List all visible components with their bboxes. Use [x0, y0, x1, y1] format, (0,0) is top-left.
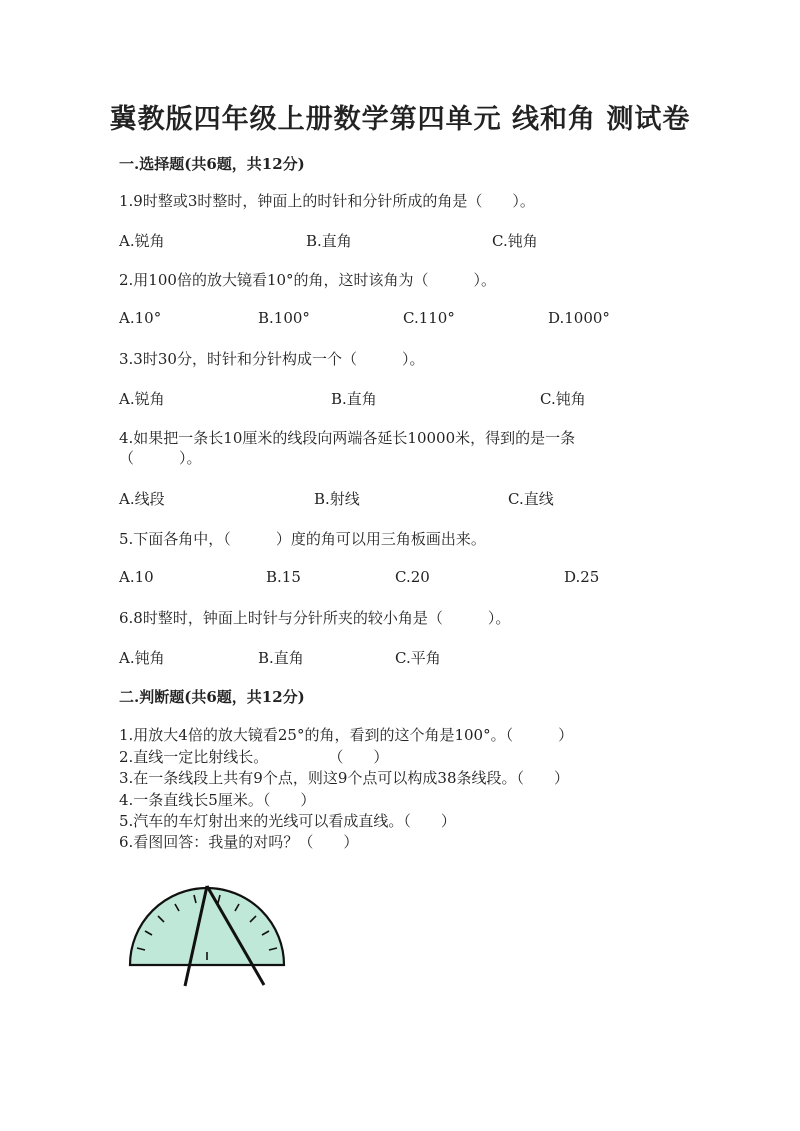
- question-4: 4.如果把一条长10厘米的线段向两端各延长10000米，得到的是一条: [119, 429, 576, 447]
- q4-option-c: C.直线: [508, 490, 554, 508]
- q6-option-a: A.钝角: [119, 649, 165, 667]
- q5-option-d: D.25: [564, 568, 600, 586]
- q2-option-b: B.100°: [258, 309, 310, 327]
- page-title: 冀教版四年级上册数学第四单元 线和角 测试卷: [109, 104, 691, 135]
- protractor-figure: [125, 880, 290, 990]
- q5-option-c: C.20: [395, 568, 430, 586]
- q3-option-a: A.锐角: [119, 390, 165, 408]
- question-6: 6.8时整时，钟面上时针与分针所夹的较小角是（ ）。: [119, 609, 511, 627]
- judgement-4: 4.一条直线长5厘米。（ ）: [119, 791, 316, 809]
- q2-option-d: D.1000°: [548, 309, 610, 327]
- judgement-1: 1.用放大4倍的放大镜看25°的角，看到的这个角是100°。（ ）: [119, 726, 574, 744]
- q4-option-a: A.线段: [119, 490, 165, 508]
- judgement-3: 3.在一条线段上共有9个点，则这9个点可以构成38条线段。（ ）: [119, 769, 569, 787]
- question-3: 3.3时30分，时针和分针构成一个（ ）。: [119, 350, 425, 368]
- protractor-svg: [125, 880, 290, 990]
- q2-option-c: C.110°: [403, 309, 455, 327]
- q6-option-c: C.平角: [395, 649, 441, 667]
- q4-option-b: B.射线: [314, 490, 360, 508]
- section-heading-choice: 一.选择题(共6题，共12分): [119, 155, 305, 173]
- q1-option-b: B.直角: [306, 232, 352, 250]
- judgement-5: 5.汽车的车灯射出来的光线可以看成直线。（ ）: [119, 812, 456, 830]
- q1-option-a: A.锐角: [119, 232, 165, 250]
- q5-option-a: A.10: [119, 568, 154, 586]
- question-2: 2.用100倍的放大镜看10°的角，这时该角为（ ）。: [119, 271, 497, 289]
- q3-option-c: C.钝角: [540, 390, 586, 408]
- q2-option-a: A.10°: [119, 309, 162, 327]
- question-5: 5.下面各角中，（ ）度的角可以用三角板画出来。: [119, 530, 486, 548]
- q3-option-b: B.直角: [331, 390, 377, 408]
- question-4-continued: （ ）。: [119, 449, 202, 467]
- q1-option-c: C.钝角: [492, 232, 538, 250]
- judgement-6: 6.看图回答：我量的对吗？（ ）: [119, 833, 359, 851]
- question-1: 1.9时整或3时整时，钟面上的时针和分针所成的角是（ ）。: [119, 192, 535, 210]
- q5-option-b: B.15: [266, 568, 301, 586]
- section-heading-judgement: 二.判断题(共6题，共12分): [119, 688, 305, 706]
- q6-option-b: B.直角: [258, 649, 304, 667]
- judgement-2: 2.直线一定比射线长。 （ ）: [119, 748, 389, 766]
